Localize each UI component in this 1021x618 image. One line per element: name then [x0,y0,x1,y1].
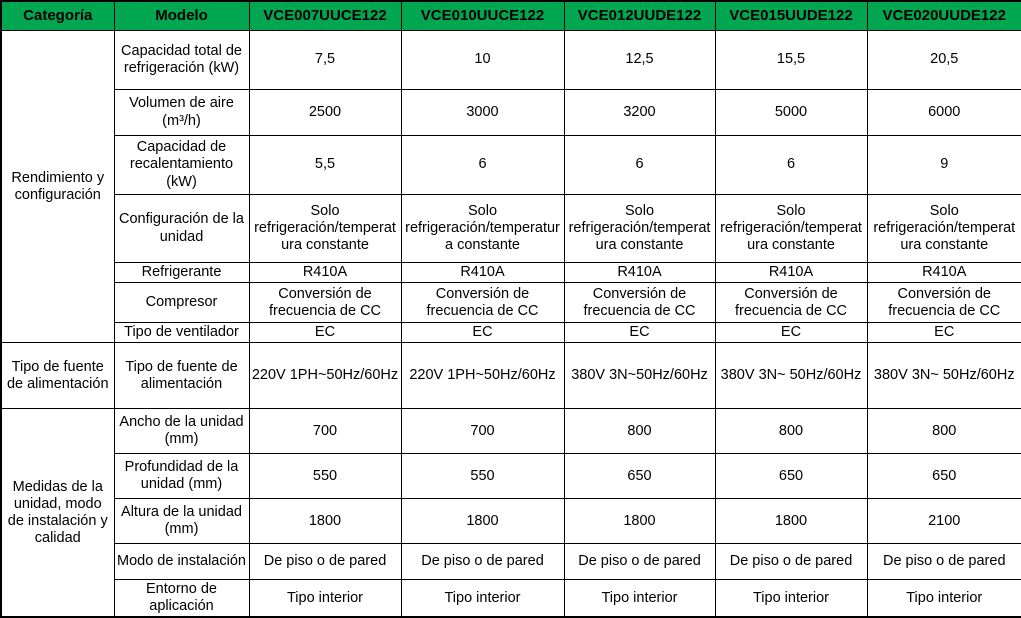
table-row [1,580,1021,618]
param-cell: Altura de la unidad (mm) [114,499,249,544]
param-cell: Volumen de aire (m³/h) [114,90,249,136]
table-row [1,283,1021,323]
value-cell: 650 [867,454,1021,499]
value-cell: Conversión de frecuencia de CC [249,283,401,323]
header-cell-model-4: VCE015UUDE122 [715,1,867,31]
param-cell: Configuración de la unidad [114,195,249,263]
value-cell: 3000 [401,90,564,136]
value-cell: De piso o de pared [401,544,564,580]
value-cell: Conversión de frecuencia de CC [564,283,715,323]
value-cell: 220V 1PH~50Hz/60Hz [401,343,564,409]
value-cell: 1800 [249,499,401,544]
value-cell: R410A [715,263,867,283]
category-cell-fuente: Tipo de fuente de alimentación [1,343,114,409]
value-cell: 2500 [249,90,401,136]
value-cell: Solo refrigeración/temperatura constante [867,195,1021,263]
value-cell: 5,5 [249,136,401,195]
header-cell-model-2: VCE010UUCE122 [401,1,564,31]
value-cell: 800 [715,409,867,454]
category-cell-medidas: Medidas de la unidad, modo de instalación y calidad [1,409,114,618]
value-cell: 1800 [564,499,715,544]
header-cell-model-1: VCE007UUCE122 [249,1,401,31]
header-cell-model-3: VCE012UUDE122 [564,1,715,31]
value-cell: EC [867,323,1021,343]
table-row [1,544,1021,580]
param-cell: Ancho de la unidad (mm) [114,409,249,454]
value-cell: 6 [564,136,715,195]
value-cell: 1800 [401,499,564,544]
param-cell: Profundidad de la unidad (mm) [114,454,249,499]
value-cell: 380V 3N~50Hz/60Hz [564,343,715,409]
table-row [1,31,1021,90]
value-cell: De piso o de pared [249,544,401,580]
value-cell: Tipo interior [401,580,564,618]
value-cell: 550 [401,454,564,499]
value-cell: 9 [867,136,1021,195]
param-cell: Tipo de fuente de alimentación [114,343,249,409]
header-row [1,1,1021,31]
table-row [1,323,1021,343]
value-cell: EC [564,323,715,343]
value-cell: Conversión de frecuencia de CC [715,283,867,323]
value-cell: 15,5 [715,31,867,90]
value-cell: EC [249,323,401,343]
table-row [1,499,1021,544]
param-cell: Entorno de aplicación [114,580,249,618]
value-cell: Tipo interior [715,580,867,618]
table-row [1,195,1021,263]
value-cell: 6 [401,136,564,195]
value-cell: Solo refrigeración/temperatura constante [249,195,401,263]
header-cell-modelo: Modelo [114,1,249,31]
table-header [1,1,1021,31]
value-cell: Solo refrigeración/temperatura constante [564,195,715,263]
value-cell: De piso o de pared [564,544,715,580]
value-cell: 800 [867,409,1021,454]
value-cell: R410A [867,263,1021,283]
table-row [1,90,1021,136]
value-cell: 1800 [715,499,867,544]
param-cell: Capacidad de recalentamiento (kW) [114,136,249,195]
param-cell: Refrigerante [114,263,249,283]
value-cell: Solo refrigeración/temperatura constante [715,195,867,263]
value-cell: Tipo interior [564,580,715,618]
table-row [1,454,1021,499]
value-cell: Tipo interior [249,580,401,618]
table-row [1,409,1021,454]
value-cell: De piso o de pared [867,544,1021,580]
value-cell: EC [715,323,867,343]
param-cell: Tipo de ventilador [114,323,249,343]
value-cell: De piso o de pared [715,544,867,580]
category-cell-rendimiento: Rendimiento y configuración [1,31,114,343]
value-cell: 220V 1PH~50Hz/60Hz [249,343,401,409]
value-cell: 10 [401,31,564,90]
value-cell: Tipo interior [867,580,1021,618]
value-cell: 550 [249,454,401,499]
table-row [1,343,1021,409]
param-cell: Compresor [114,283,249,323]
value-cell: 700 [249,409,401,454]
value-cell: R410A [401,263,564,283]
value-cell: 380V 3N~ 50Hz/60Hz [715,343,867,409]
header-cell-categoria: Categoría [1,1,114,31]
value-cell: 650 [564,454,715,499]
value-cell: 12,5 [564,31,715,90]
value-cell: 20,5 [867,31,1021,90]
value-cell: 700 [401,409,564,454]
table-body [1,31,1021,618]
value-cell: R410A [249,263,401,283]
value-cell: R410A [564,263,715,283]
value-cell: Solo refrigeración/temperatura constante [401,195,564,263]
value-cell: EC [401,323,564,343]
table-row [1,263,1021,283]
value-cell: 2100 [867,499,1021,544]
value-cell: 6 [715,136,867,195]
param-cell: Capacidad total de refrigeración (kW) [114,31,249,90]
param-cell: Modo de instalación [114,544,249,580]
value-cell: 800 [564,409,715,454]
value-cell: 380V 3N~ 50Hz/60Hz [867,343,1021,409]
value-cell: 3200 [564,90,715,136]
table-row [1,136,1021,195]
value-cell: Conversión de frecuencia de CC [867,283,1021,323]
value-cell: 7,5 [249,31,401,90]
header-cell-model-5: VCE020UUDE122 [867,1,1021,31]
value-cell: Conversión de frecuencia de CC [401,283,564,323]
value-cell: 650 [715,454,867,499]
value-cell: 6000 [867,90,1021,136]
value-cell: 5000 [715,90,867,136]
